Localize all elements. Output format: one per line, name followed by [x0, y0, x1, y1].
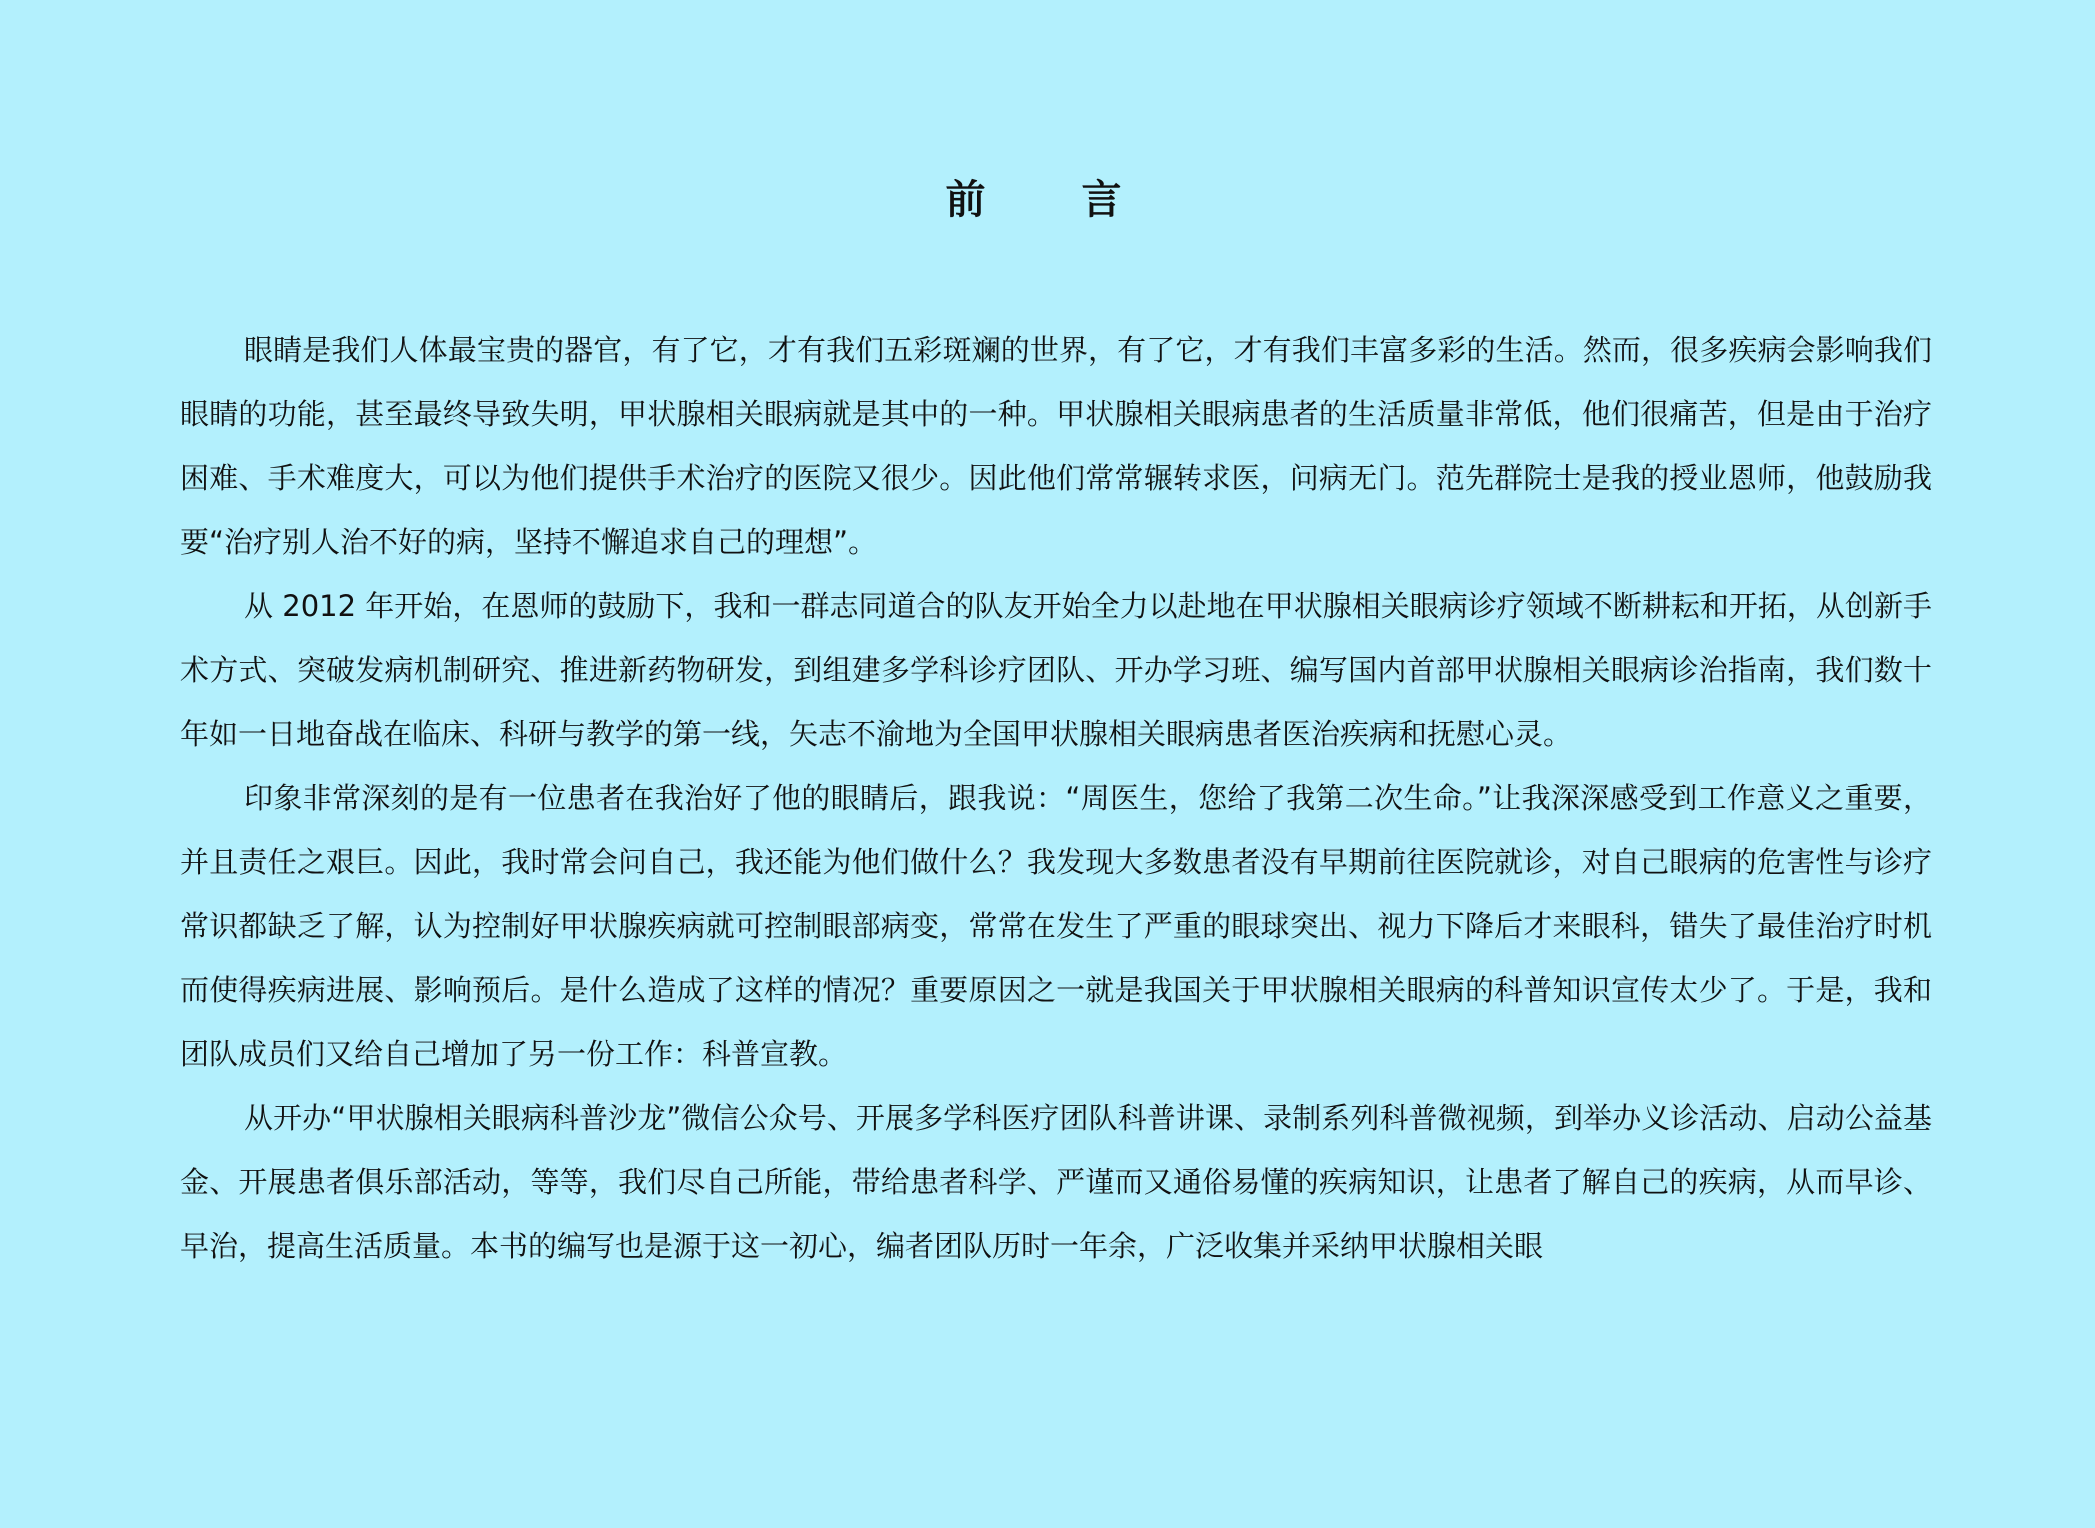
paragraph-1: 眼睛是我们人体最宝贵的器官，有了它，才有我们五彩斑斓的世界，有了它，才有我们丰富多彩的生活。然而，很多疾病会影响我们眼睛的功能，甚至最终导致失明，甲状腺相关眼病就是其中的一种。甲状腺相关眼病患者的生活质量非常低，他们很痛苦，但是由于治疗困难、手术难度大，可以为他们提供手术治疗的医院又很少。因此他们常常辗转求医，问病无门。范先群院士是我的授业恩师，他鼓励我要“治疗别人治不好的病，坚持不懈追求自己的理想”。: [180, 333, 1932, 559]
paragraph-4: 从开办“甲状腺相关眼病科普沙龙”微信公众号、开展多学科医疗团队科普讲课、录制系列科普微视频，到举办义诊活动、启动公益基金、开展患者俱乐部活动，等等，我们尽自己所能，带给患者科学、严谨而又通俗易懂的疾病知识，让患者了解自己的疾病，从而早诊、早治，提高生活质量。本书的编写也是源于这一初心，编者团队历时一年余，广泛收集并采纳甲状腺相关眼: [180, 1101, 1932, 1263]
paragraph-3: 印象非常深刻的是有一位患者在我治好了他的眼睛后，跟我说：“周医生，您给了我第二次生命。”让我深深感受到工作意义之重要，并且责任之艰巨。因此，我时常会问自己，我还能为他们做什么？我发现大多数患者没有早期前往医院就诊，对自己眼病的危害性与诊疗常识都缺乏了解，认为控制好甲状腺疾病就可控制眼部病变，常常在发生了严重的眼球突出、视力下降后才来眼科，错失了最佳治疗时机而使得疾病进展、影响预后。是什么造成了这样的情况？重要原因之一就是我国关于甲状腺相关眼病的科普知识宣传太少了。于是，我和团队成员们又给自己增加了另一份工作：科普宣教。: [180, 781, 1932, 1071]
page-title: 前 言: [945, 177, 1150, 223]
preface-body: [180, 318, 1932, 1278]
paragraph-2: 从 2012 年开始，在恩师的鼓励下，我和一群志同道合的队友开始全力以赴地在甲状腺相关眼病诊疗领域不断耕耘和开拓，从创新手术方式、突破发病机制研究、推进新药物研发，到组建多学科诊疗团队、开办学习班、编写国内首部甲状腺相关眼病诊治指南，我们数十年如一日地奋战在临床、科研与教学的第一线，矢志不渝地为全国甲状腺相关眼病患者医治疾病和抚慰心灵。: [180, 589, 1932, 751]
